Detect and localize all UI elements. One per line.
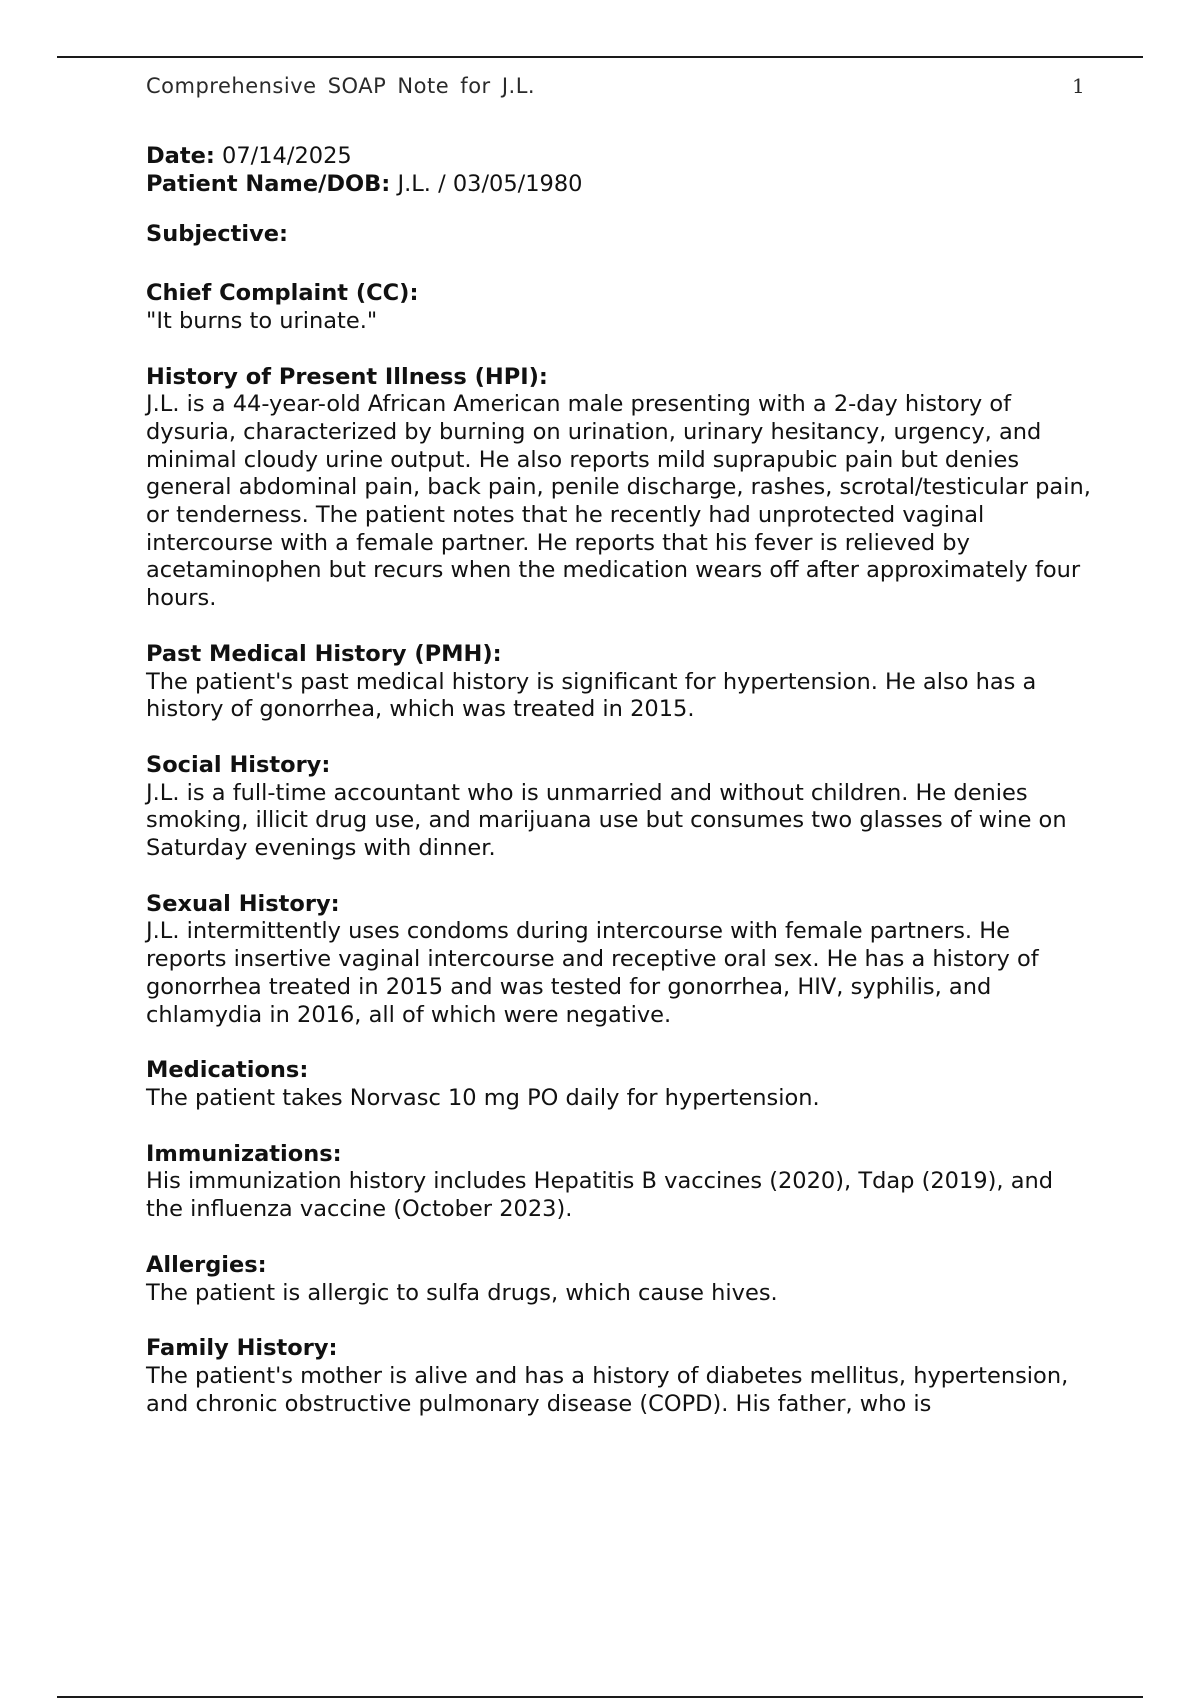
section-body: "It burns to urinate." [146, 307, 378, 334]
section-body: J.L. is a 44-year-old African American male presenting with a 2-day history of dysuria, characterized by burning on urination, urinary hesitancy, urgency, and minimal cloudy urine output. He also reports mild suprapubic pain but denies general abdominal pain, back pain, penile discharge, rashes, scrotal/testicular pain, or tenderness. The patient notes that he recently had unprotected vaginal intercourse with a female partner. He reports that his fever is relieved by acetaminophen but recurs when the medication wears off after approximately four hours. [146, 391, 1091, 612]
date-label: Date: [146, 143, 215, 169]
section-body: The patient's past medical history is significant for hypertension. He also has a history of gonorrhea, which was treated in 2015. [146, 668, 1037, 723]
patient-value: J.L. / 03/05/1980 [397, 170, 583, 197]
section-body: J.L. intermittently uses condoms during intercourse with female partners. He reports insertive vaginal intercourse and receptive oral sex. He has a history of gonorrhea treated in 2015 and was tested for gonorrhea, HIV, syphilis, and chlamydia in 2016, all of which were negative. [146, 918, 1039, 1028]
date-line [146, 143, 1091, 171]
section-body: The patient is allergic to sulfa drugs, which cause hives. [146, 1279, 778, 1306]
immunizations-section [146, 1141, 1091, 1224]
section-heading: History of Present Illness (HPI): [146, 363, 548, 390]
family-history-section [146, 1335, 1091, 1418]
section-body: J.L. is a full-time accountant who is unmarried and without children. He denies smoking, illicit drug use, and marijuana use but consumes two glasses of wine on Saturday evenings with dinner. [146, 779, 1067, 862]
section-heading: Past Medical History (PMH): [146, 640, 502, 667]
social-history-section [146, 752, 1091, 863]
header-rule [57, 56, 1143, 58]
section-body: His immunization history includes Hepatitis B vaccines (2020), Tdap (2019), and the influenza vaccine (October 2023). [146, 1168, 1054, 1223]
hpi-section [146, 364, 1091, 613]
footer-rule [57, 1696, 1143, 1698]
section-heading: Medications: [146, 1057, 309, 1084]
section-heading: Family History: [146, 1335, 338, 1362]
section-heading: Social History: [146, 751, 331, 778]
sexual-history-section [146, 891, 1091, 1030]
chief-complaint-section [146, 280, 1091, 335]
medications-section [146, 1057, 1091, 1112]
pmh-section [146, 641, 1091, 724]
section-heading: Chief Complaint (CC): [146, 280, 419, 307]
patient-line [146, 171, 1091, 199]
running-title: Comprehensive SOAP Note for J.L. [146, 74, 536, 98]
document-body [146, 143, 1091, 1418]
section-body: The patient's mother is alive and has a history of diabetes mellitus, hypertension, and chronic obstructive pulmonary disease (COPD). His father, who is [146, 1362, 1069, 1417]
allergies-section [146, 1252, 1091, 1307]
section-heading: Sexual History: [146, 890, 340, 917]
section-heading: Immunizations: [146, 1140, 342, 1167]
subjective-heading: Subjective: [146, 221, 289, 248]
page-number: 1 [1072, 74, 1085, 98]
patient-label: Patient Name/DOB: [146, 170, 391, 197]
section-body: The patient takes Norvasc 10 mg PO daily for hypertension. [146, 1084, 820, 1111]
section-heading: Allergies: [146, 1251, 267, 1278]
date-value: 07/14/2025 [222, 143, 352, 169]
